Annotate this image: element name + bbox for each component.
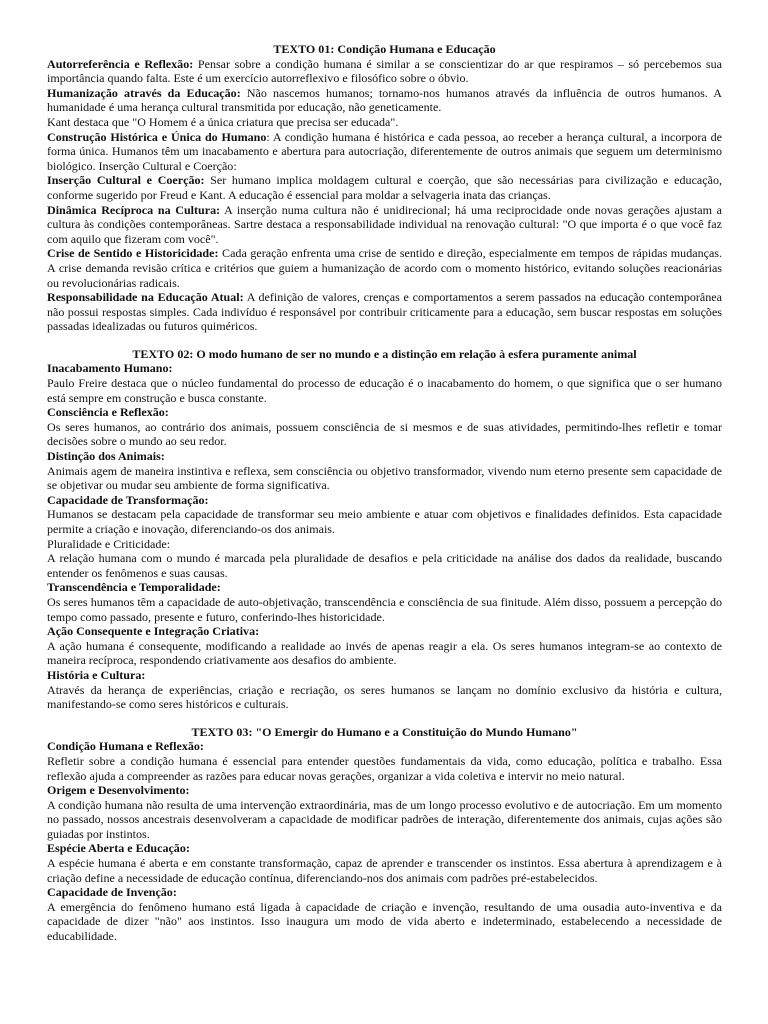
paragraph-text: Cada geração enfrenta uma crise de sentido e direção, especialmente em tempos de rápidas mudanças. A crise demanda revisão crítica e critérios que guiem a humanização de acordo com o momento histórico, evitando soluções reacionárias ou revolucionárias radicais. <box>47 246 722 290</box>
paragraph: Os seres humanos, ao contrário dos animais, possuem consciência de si mesmos e de suas atividades, permitindo-lhes refletir e tomar decisões sobre o mundo ao seu redor. <box>47 419 722 449</box>
paragraph <box>47 86 722 115</box>
subheading: Condição Humana e Reflexão: <box>47 739 204 754</box>
paragraph-text: Pensar sobre a condição humana é similar a se conscientizar do ar que respiramos – só percebemos sua importância quando falta. Este é um exercício autorreflexivo e filosófico sobre o óbvio. <box>47 56 722 86</box>
paragraph-label: Dinâmica Recíproca na Cultura: <box>47 202 221 217</box>
paragraph <box>47 57 722 86</box>
paragraph-text: : A condição humana é histórica e cada pessoa, ao receber a herança cultural, a incorpora de forma única. Humanos têm um inacabamento e abertura para autocriação, diferentemente de outros animais que seguem um determinismo biológico. Inserção Cultural e Coerção: <box>47 129 722 173</box>
document-page <box>47 42 722 957</box>
paragraph-label: Autorreferência e Reflexão: <box>47 56 194 71</box>
subheading: Pluralidade e Criticidade: <box>47 536 171 551</box>
paragraph-text: Ser humano implica moldagem cultural e coerção, que são necessárias para civilização e educação, conforme sugerido por Freud e Kant. A educação é essencial para moldar a selvageria inata das crianças. <box>47 173 723 202</box>
paragraph: Animais agem de maneira instintiva e reflexa, sem consciência ou objetivo transformador, vivendo num eterno presente sem capacidade de se objetivar ou mudar seu ambiente de forma significativa. <box>47 463 722 493</box>
subheading: Origem e Desenvolvimento: <box>47 783 190 798</box>
paragraph-label: Construção Histórica e Única do Humano <box>47 129 267 144</box>
paragraph <box>47 203 722 247</box>
paragraph-label: Humanização através da Educação: <box>47 85 241 100</box>
texto-03-title: TEXTO 03: "O Emergir do Humano e a Constituição do Mundo Humano" <box>191 724 578 739</box>
paragraph-label: Crise de Sentido e Historicidade: <box>47 246 219 261</box>
paragraph: A espécie humana é aberta e em constante transformação, capaz de aprender e transcender os instintos. Essa abertura à aprendizagem e à criação define a necessidade de educação contínua, diferenciando-nos dos animais com padrões pré-estabelecidos. <box>47 856 722 885</box>
paragraph: A relação humana com o mundo é marcada pela pluralidade de desafios e pela criticidade na análise dos dados da realidade, buscando entender os fenômenos e suas causas. <box>47 551 722 580</box>
texto-01-section <box>47 42 722 334</box>
paragraph: Os seres humanos têm a capacidade de auto-objetivação, transcendência e consciência de sua finitude. Além disso, possuem a percepção do tempo como passado, presente e futuro, conferindo-lhes historicidade. <box>47 594 722 624</box>
paragraph: Kant destaca que "O Homem é a única criatura que precisa ser educada". <box>47 114 399 129</box>
subheading: Inacabamento Humano: <box>47 361 173 376</box>
subheading: Ação Consequente e Integração Criativa: <box>47 624 260 639</box>
subheading: Espécie Aberta e Educação: <box>47 841 190 856</box>
paragraph-text: A definição de valores, crenças e comportamentos a serem passados na educação contemporânea não possui respostas simples. Cada indivíduo é responsável por contribuir criticamente para a educação, sem buscar respostas em soluções passadas idealizadas ou futuros quiméricos. <box>47 290 722 334</box>
subheading: Capacidade de Invenção: <box>47 885 177 900</box>
paragraph <box>47 173 722 202</box>
texto-01-title: TEXTO 01: Condição Humana e Educação <box>273 42 496 56</box>
paragraph-label: Inserção Cultural e Coerção: <box>47 173 205 188</box>
paragraph-text: A inserção numa cultura não é unidirecional; há uma reciprocidade onde novas gerações ajustam a cultura às condições contemporâneas. Sartre destaca a responsabilidade individual na renovação cultural: "O que importa é o que você faz com aquilo que fizeram com você". <box>47 202 722 246</box>
paragraph: Refletir sobre a condição humana é essencial para entender questões fundamentais da vida, como educação, política e trabalho. Essa reflexão ajuda a compreender as razões para educar novas gerações, organizar a vida coletiva e intervir no meio natural. <box>47 753 722 783</box>
paragraph: Através da herança de experiências, criação e recriação, os seres humanos se lançam no domínio exclusivo da história e cultura, manifestando-se como seres históricos e culturais. <box>47 682 722 712</box>
subheading: História e Cultura: <box>47 667 146 682</box>
texto-03-section <box>47 725 722 944</box>
paragraph: A condição humana não resulta de uma intervenção extraordinária, mas de um longo processo evolutivo e de autocriação. Em um momento no passado, nossos ancestrais desenvolveram a capacidade de modificar padrões de interação, diferentemente dos animais, cujas ações são guiadas por instintos. <box>47 797 722 841</box>
paragraph: A ação humana é consequente, modificando a realidade ao invés de apenas reagir a ela. Os seres humanos integram-se ao contexto de maneira recíproca, respondendo criativamente aos desafios do ambiente. <box>47 638 722 668</box>
paragraph-text: Não nascemos humanos; tornamo-nos humanos através da influência de outros humanos. A humanidade é uma herança cultural transmitida por educação, não geneticamente. <box>47 85 723 115</box>
paragraph: A emergência do fenômeno humano está ligada à capacidade de criação e invenção, resultando de uma ousadia auto-inventiva e da capacidade de dizer "não" aos instintos. Isso inaugura um modo de vida aberto e indeterminado, estabelecendo a necessidade de educabilidade. <box>47 899 722 944</box>
paragraph <box>47 290 722 334</box>
paragraph: Humanos se destacam pela capacidade de transformar seu meio ambiente e atuar com objetivos e finalidades definidos. Esta capacidade permite a criação e inovação, diferenciando-os dos animais. <box>47 507 722 536</box>
subheading: Capacidade de Transformação: <box>47 492 209 507</box>
paragraph-label: Responsabilidade na Educação Atual: <box>47 290 244 305</box>
subheading: Transcendência e Temporalidade: <box>47 580 221 595</box>
paragraph <box>47 130 722 174</box>
paragraph <box>47 246 722 290</box>
paragraph: Paulo Freire destaca que o núcleo fundamental do processo de educação é o inacabamento do homem, o que significa que o ser humano está sempre em construção e busca constante. <box>47 376 722 405</box>
subheading: Distinção dos Animais: <box>47 449 165 464</box>
subheading: Consciência e Reflexão: <box>47 405 169 420</box>
texto-02-title: TEXTO 02: O modo humano de ser no mundo e a distinção em relação à esfera puramente animal <box>132 346 637 361</box>
texto-02-section <box>47 347 722 712</box>
